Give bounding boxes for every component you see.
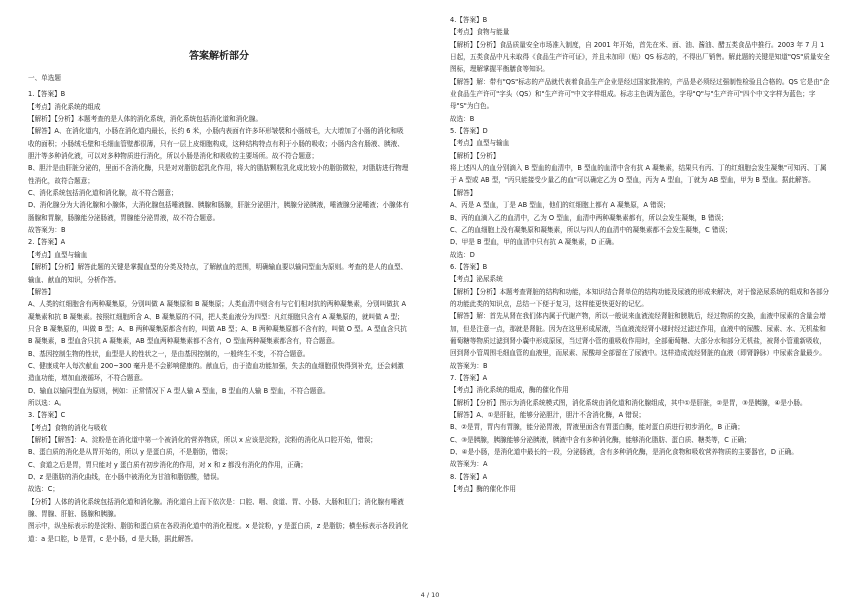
text-paragraph: 【解析】【分析】本题考查肾脏的结构和功能，本知识结合肾单位的结构功能及尿液的形成来解决，对于像泌尿系统的组成和各部分的功能此类的知识点，总结一下便于复习，这样能更快更好的记忆。 bbox=[450, 287, 830, 308]
text-paragraph: 4.【答案】B bbox=[450, 16, 488, 24]
page-title: 答案解析部分 bbox=[189, 51, 249, 62]
text-paragraph: 7.【答案】A bbox=[450, 373, 488, 382]
text-paragraph: 【解析】【分析】本题考查的是人体的消化系统，消化系统包括消化道和消化腺。 bbox=[28, 115, 263, 124]
text-paragraph: D、输血以输同型血为原则，例如：正常情况下 A 型人输 A 型血，B 型血的人输 B 型血，不符合题意。 bbox=[28, 386, 330, 395]
text-paragraph: 【考点】血型与输血 bbox=[28, 250, 88, 259]
text-paragraph: 2.【答案】A bbox=[28, 238, 66, 247]
left-column bbox=[28, 14, 410, 545]
text-paragraph: D、消化腺分为大消化腺和小腺体，大消化腺包括唾液腺、胰腺和肠腺，肝脏分泌胆汁，胰腺分泌胰液，唾液腺分泌唾液；小腺体有肠腺和胃腺，肠腺能分泌肠液，胃腺能分泌胃液，故不符合题意。 bbox=[28, 201, 409, 222]
text-paragraph: 【解析】【分析】图示为消化系统模式图，消化系统由消化道和消化腺组成，其中①是肝脏，②是胃，③是胰腺，④是小肠。 bbox=[450, 398, 807, 407]
text-paragraph: 【解析】【解答】：A、淀粉是在消化道中第一个被消化的营养物质，所以 x 应该是淀粉，淀粉的消化从口腔开始，错误； bbox=[28, 435, 377, 444]
text-paragraph: D、甲是 B 型血，甲的血清中只有抗 A 凝集素，D 正确。 bbox=[450, 238, 619, 247]
text-paragraph: 故答案为：B bbox=[450, 361, 488, 370]
text-paragraph: 【考点】食物的消化与吸收 bbox=[28, 423, 108, 432]
text-paragraph: 【解答】 bbox=[450, 188, 477, 197]
right-text-block bbox=[450, 14, 832, 495]
section-heading: 一、单选题 bbox=[28, 74, 61, 82]
text-paragraph: 3.【答案】C bbox=[28, 411, 66, 420]
text-paragraph: 【考点】血型与输血 bbox=[450, 139, 510, 148]
text-paragraph: 故答案为：B bbox=[28, 226, 66, 235]
text-paragraph: 故答案为：A bbox=[450, 460, 488, 469]
text-paragraph: 【考点】酶的催化作用 bbox=[450, 485, 516, 494]
page-number: 4 / 10 bbox=[420, 591, 440, 599]
text-paragraph: D、④是小肠，是消化道中最长的一段，分泌肠液，含有多种消化酶，是消化食物和吸收营养物质的主要器官，D 正确。 bbox=[450, 448, 798, 457]
text-paragraph: B、蛋白质的消化是从胃开始的，所以 y 是蛋白质，不是脂肪，错误； bbox=[28, 448, 232, 457]
text-paragraph: 6.【答案】B bbox=[450, 262, 488, 271]
text-paragraph: 将上述四人的血分别滴入 B 型血的血清中，B 型血的血清中含有抗 A 凝集素，结果只有丙、丁的红细胞会发生凝集"可知丙、丁属于 A 型或 AB 型，"丙只能接受少量乙的血"可以确定乙为 O 型血，丙为 A 型血，丁就为 AB 型血，甲为 B 型血。据此解答。 bbox=[450, 164, 827, 185]
text-paragraph: D、z 是脂肪的消化曲线，在小肠中被消化为甘油和脂肪酸，错误。 bbox=[28, 473, 224, 481]
text-paragraph: C、乙的血细胞上没有凝集原和凝集素，所以与四人的血清中的凝集素都不会发生凝集，C 错误； bbox=[450, 225, 732, 234]
text-paragraph: C、健康成年人每次献血 200~300 毫升是不会影响健康的。献血后，由于造血功能加强，失去的血细胞很快得到补充，还会刺激造血功能，增加血液循环，不符合题意。 bbox=[28, 361, 404, 383]
text-paragraph: 故选：D bbox=[450, 250, 475, 259]
text-paragraph: 【解答】解：带有"QS"标志的产品就代表着食品生产企业是经过国家批准的，产品是必须经过强制性检验且合格的。QS 它是由"企业食品生产许可"字头（QS）和"生产许可"中文字样组成。标志主色调为蓝色，字母"Q"与"生产许可"四个中文字样为蓝色；字母"S"为白色。 bbox=[450, 77, 830, 111]
text-paragraph: C、食道之后是胃，胃只能对 y 蛋白质有初步消化的作用，对 x 和 z 都没有消化的作用，正确； bbox=[28, 460, 308, 469]
text-paragraph: 【解答】A、在消化道内，小肠在消化道内最长，长约 6 米，小肠内表面有许多环形皱襞和小肠绒毛，大大增加了小肠的消化和吸收的面积；小肠绒毛壁和毛细血管壁都很薄，只有一层上皮细胞构成，这种结构特点有利于小肠的吸收；小肠内含有肠液、胰液、胆汁等多种消化液，可以对多种物质进行消化，所以小肠是消化和吸收的主要场所。故不符合题意； bbox=[28, 127, 404, 161]
text-paragraph: A、人类的红细胞含有两种凝集原，分别叫做 A 凝集原和 B 凝集原；人类血清中则含有与它们相对抗的两种凝集素，分别叫做抗 A 凝集素和抗 B 凝集素。按照红细胞所含 A、B 凝集原的不同，把人类血液分为四型：凡红细胞只含有 A 凝集原的，就叫做 A 型；只含 B 凝集原的，叫做 B 型；A、B 两种凝集原都含有的，叫做 AB 型；A、B 两种凝集原都不含有的，叫做 O 型。A 型血含只抗 B 凝集素，B 型血含只抗 A 凝集素，AB 型血两种凝集素都不含有，O 型血两种凝集素都含有，符合题意。 bbox=[28, 300, 407, 346]
text-paragraph: 所以选：A。 bbox=[28, 398, 66, 407]
text-paragraph: 1.【答案】B bbox=[28, 90, 66, 99]
text-paragraph: 【考点】消化系统的组成，酶的催化作用 bbox=[450, 386, 569, 395]
text-paragraph: B、丙的血滴入乙的血清中，乙为 O 型血，血清中两种凝集素都有，所以会发生凝集，B 错误； bbox=[450, 213, 728, 222]
text-paragraph: 【解析】【分析】 bbox=[450, 151, 500, 160]
text-paragraph: B、基因控制生物的性状，血型是人的性状之一，是由基因控制的，一般终生不变，不符合题意。 bbox=[28, 349, 310, 358]
text-paragraph: 【解答】 bbox=[28, 287, 55, 296]
text-paragraph: 5.【答案】D bbox=[450, 127, 488, 136]
text-paragraph: C、消化系统包括消化道和消化腺，故不符合题意； bbox=[28, 189, 178, 198]
text-paragraph: 8.【答案】A bbox=[450, 472, 488, 481]
text-paragraph: 故选：C； bbox=[28, 485, 59, 494]
text-paragraph: 【考点】食物与能量 bbox=[450, 28, 510, 37]
right-column bbox=[450, 14, 832, 495]
text-paragraph: 【解答】解：首先从肾在我们体内属于代谢产物，所以一般说来血液流经肾脏和膀胱后，经过物质的交换，血液中尿素的含量会增加，但是注意一点，那就是肾脏。因为在这里形成尿液，当血液流经肾小球时经过滤过作用，血液中的尿酸、尿素、水、无机盐和葡萄糖等物质过滤到肾小囊中形成原尿，当过肾小管的重吸收作用时，全部葡萄糖、大部分水和部分无机盐，被肾小管重新吸收，回到肾小管周围毛细血管的血液里，而尿素、尿酸却全部留在了尿液中。这样造成流经肾脏的血液（即肾静脉）中尿素含量最少。 bbox=[450, 312, 826, 358]
text-paragraph: 【考点】消化系统的组成 bbox=[28, 102, 101, 111]
left-text-block bbox=[28, 88, 410, 545]
text-paragraph: B、②是胃，胃内有胃腺，能分泌胃液，胃液里面含有胃蛋白酶，能对蛋白质进行初步消化，B 正确； bbox=[450, 423, 744, 432]
text-paragraph: 故选：B bbox=[450, 114, 475, 123]
text-paragraph: C、③是胰腺，胰腺能够分泌胰液，胰液中含有多种消化酶，能够消化脂肪、蛋白质、糖类等，C 正确； bbox=[450, 435, 751, 444]
text-paragraph: B、胆汁是由肝脏分泌的，里面不含消化酶，只是对对脂肪起乳化作用，将大的脂肪颗粒乳化成比较小的脂肪微粒，对脂肪进行物理性消化，故符合题意； bbox=[28, 164, 409, 185]
text-paragraph: 【分析】人体的消化系统包括消化道和消化腺。消化道自上而下依次是：口腔、咽、食道、胃、小肠、大肠和肛门；消化腺有唾液腺、胃腺、肝脏、肠腺和胰腺。 bbox=[28, 497, 404, 519]
text-paragraph: 【考点】泌尿系统 bbox=[450, 275, 503, 284]
text-paragraph: 【解析】【分析】解答此题的关键是掌握血型的分类及特点，了解献血的范围，明确输血要以输同型血为原则。考查的是人的血型、输血、献血的知识，分析作答。 bbox=[28, 263, 408, 284]
text-paragraph: 图示中，纵坐标表示的是淀粉、脂肪和蛋白质在各段消化道中的消化程度。x 是淀粉，y 是蛋白质，z 是脂肪；横坐标表示各段消化道：a 是口腔，b 是胃，c 是小肠，d 是大肠，据此解答。 bbox=[28, 522, 409, 543]
text-paragraph: 【解答】A、①是肝脏，能够分泌胆汁，胆汁不含消化酶，A 错误； bbox=[450, 411, 646, 419]
text-paragraph: 【解析】【分析】食品质量安全市场准入制度，自 2001 年开始，首先在米、面、油、酱油、醋五类食品中推行。2003 年 7 月 1 日起，五类食品中凡未取得《食品生产许可证》，并且未加印（贴）QS 标志的，不得出厂销售。解此题的关键是知道"QS"质量安全图标，理解掌握平衡膳食等知识。 bbox=[450, 40, 830, 74]
text-paragraph: A、丙是 A 型血，丁是 AB 型血，他们的红细胞上都有 A 凝集原，A 错误； bbox=[450, 201, 670, 210]
